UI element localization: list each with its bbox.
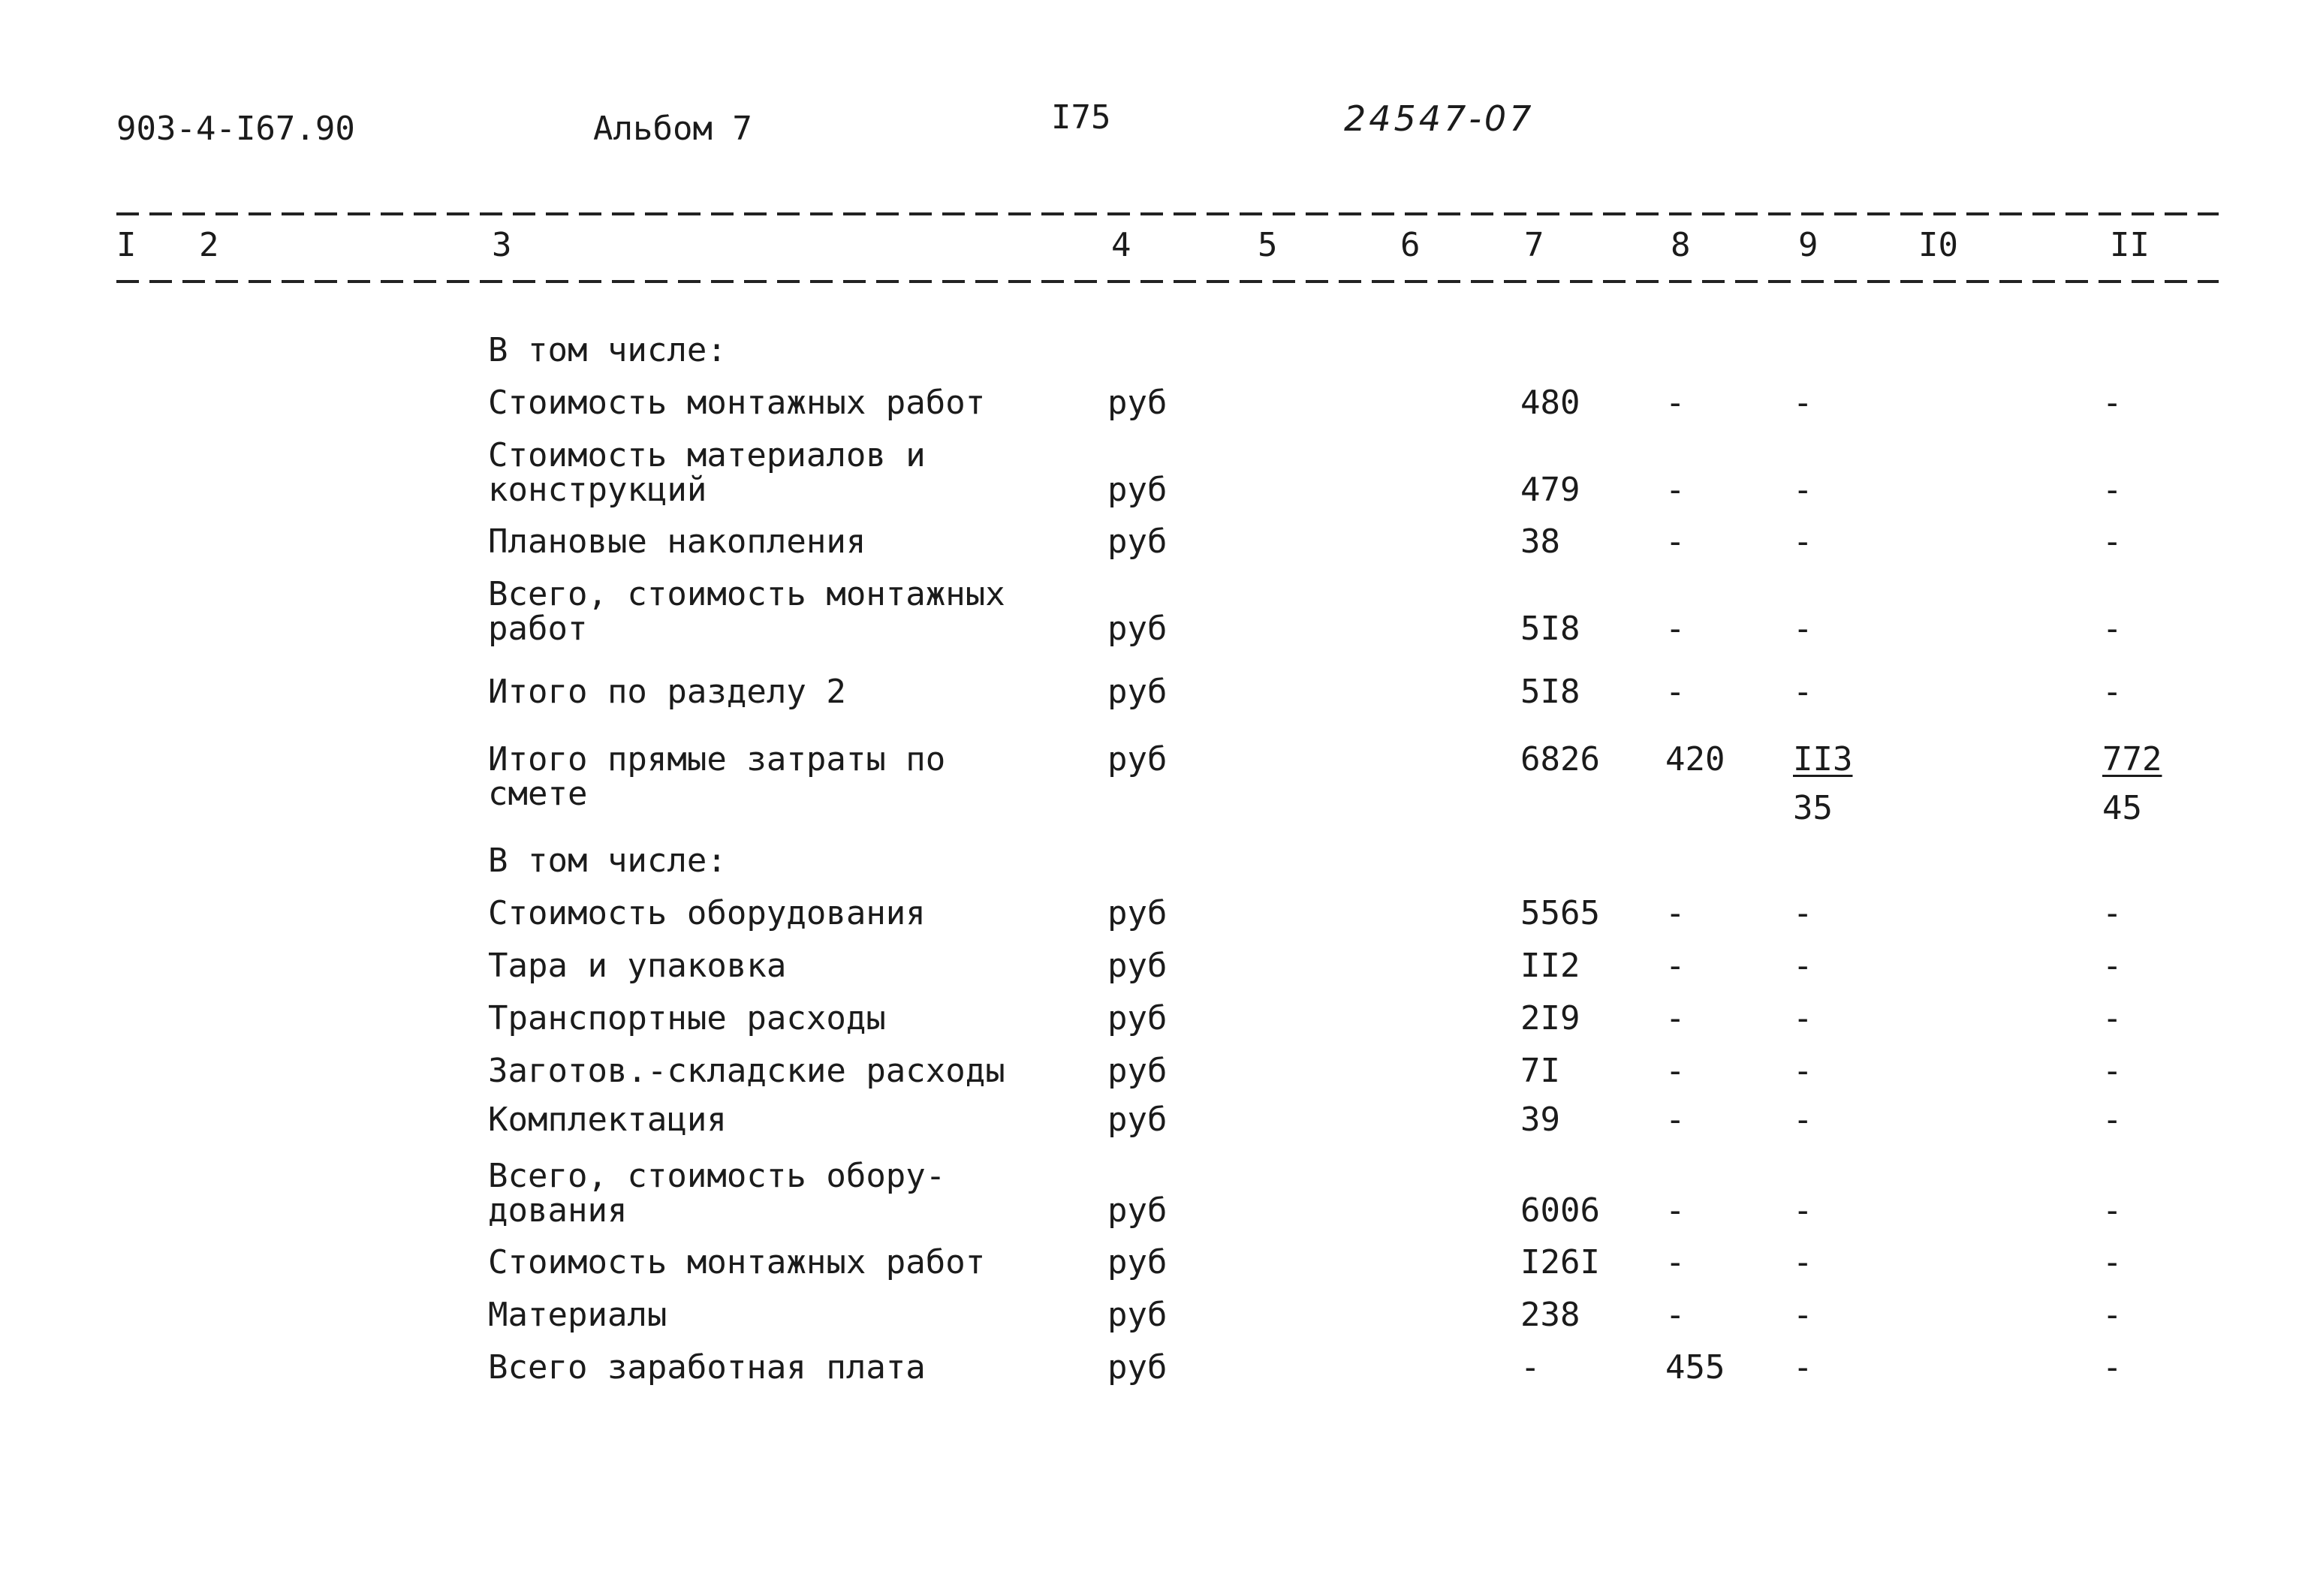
col7-cell: 6826 [1520, 740, 1600, 778]
unit-cell: руб [1107, 1101, 1168, 1139]
col7-cell: 7I [1520, 1052, 1560, 1090]
row-label: Стоимость оборудования [488, 894, 926, 932]
unit-cell: руб [1107, 522, 1168, 561]
col7-cell: 2I9 [1520, 999, 1580, 1037]
col9-cell: - [1793, 999, 1813, 1037]
col11-cell: 772 [2102, 740, 2162, 778]
col11-cell-sub: 45 [2102, 789, 2142, 827]
col9-cell: - [1793, 471, 1813, 509]
col8-cell: - [1665, 384, 1686, 422]
inventory-number: 24547-07 [1344, 98, 1535, 139]
unit-cell: руб [1107, 894, 1168, 932]
col7-cell: II2 [1520, 947, 1580, 985]
unit-cell: руб [1107, 1191, 1168, 1230]
col9-cell: - [1793, 947, 1813, 985]
unit-cell: руб [1107, 1243, 1168, 1281]
col9-cell: - [1793, 673, 1813, 711]
column-header: 3 [492, 226, 512, 264]
col11-cell: - [2102, 384, 2123, 422]
col11-cell: - [2102, 1101, 2123, 1139]
col8-cell: - [1665, 1052, 1686, 1090]
column-header: 8 [1671, 226, 1691, 264]
col7-cell: 479 [1520, 471, 1580, 509]
col11-cell: - [2102, 673, 2123, 711]
row-label: В том числе: [488, 842, 727, 880]
column-header: I [116, 226, 137, 264]
col8-cell: - [1665, 999, 1686, 1037]
unit-cell: руб [1107, 673, 1168, 711]
unit-cell: руб [1107, 740, 1168, 778]
column-header: 9 [1798, 226, 1818, 264]
col7-cell: 39 [1520, 1101, 1560, 1139]
row-label: В том числе: [488, 331, 727, 369]
header-top-rule [116, 212, 2219, 215]
column-header: 7 [1524, 226, 1544, 264]
col11-cell: - [2102, 1243, 2123, 1281]
col11-cell: - [2102, 522, 2123, 561]
album-label: Альбом 7 [593, 110, 752, 148]
row-label: Всего заработная плата [488, 1348, 926, 1387]
row-label: Комплектация [488, 1101, 727, 1139]
row-label: Стоимость монтажных работ [488, 1243, 986, 1281]
row-label: Плановые накопления [488, 522, 866, 561]
row-label: Материалы [488, 1296, 667, 1334]
unit-cell: руб [1107, 471, 1168, 509]
col8-cell: - [1665, 471, 1686, 509]
col9-cell: - [1793, 1101, 1813, 1139]
col8-cell: - [1665, 1191, 1686, 1230]
row-label: Тара и упаковка [488, 947, 787, 985]
unit-cell: руб [1107, 384, 1168, 422]
column-header: 4 [1111, 226, 1131, 264]
col11-cell: - [2102, 894, 2123, 932]
col11-cell: - [2102, 1052, 2123, 1090]
col7-cell: 38 [1520, 522, 1560, 561]
col9-cell: - [1793, 894, 1813, 932]
col11-cell: - [2102, 1296, 2123, 1334]
col7-cell: 5565 [1520, 894, 1600, 932]
unit-cell: руб [1107, 1296, 1168, 1334]
col9-cell: - [1793, 610, 1813, 648]
col9-cell: - [1793, 1052, 1813, 1090]
col9-cell: II3 [1793, 740, 1853, 778]
header-bottom-rule [116, 280, 2219, 283]
col8-cell: - [1665, 1243, 1686, 1281]
row-label: работ [488, 610, 588, 648]
col8-cell: - [1665, 1296, 1686, 1334]
col8-cell: 455 [1665, 1348, 1725, 1387]
col11-cell: - [2102, 610, 2123, 648]
col9-cell: - [1793, 1296, 1813, 1334]
page-number: I75 [1051, 98, 1111, 137]
row-label: Всего, стоимость обору- [488, 1157, 946, 1195]
row-label: Стоимость материалов и [488, 436, 926, 474]
row-label: Стоимость монтажных работ [488, 384, 986, 422]
row-label: Транспортные расходы [488, 999, 886, 1037]
col8-cell: - [1665, 1101, 1686, 1139]
unit-cell: руб [1107, 1052, 1168, 1090]
column-header: 6 [1400, 226, 1421, 264]
row-label: смете [488, 775, 588, 813]
col11-cell: - [2102, 947, 2123, 985]
row-label: Итого по разделу 2 [488, 673, 846, 711]
col7-cell: - [1520, 1348, 1541, 1387]
col8-cell: - [1665, 522, 1686, 561]
col9-cell: - [1793, 384, 1813, 422]
col7-cell: 5I8 [1520, 673, 1580, 711]
col7-cell: I26I [1520, 1243, 1600, 1281]
col9-cell-sub: 35 [1793, 789, 1833, 827]
col9-cell: - [1793, 1191, 1813, 1230]
column-header: II [2110, 226, 2150, 264]
col8-cell: - [1665, 894, 1686, 932]
col8-cell: - [1665, 673, 1686, 711]
col11-cell: - [2102, 1191, 2123, 1230]
document-code: 903-4-I67.90 [116, 110, 355, 148]
col11-cell: - [2102, 1348, 2123, 1387]
col8-cell: - [1665, 947, 1686, 985]
row-label: дования [488, 1191, 628, 1230]
col7-cell: 6006 [1520, 1191, 1600, 1230]
column-header: 5 [1258, 226, 1278, 264]
col7-cell: 5I8 [1520, 610, 1580, 648]
unit-cell: руб [1107, 610, 1168, 648]
col9-cell: - [1793, 522, 1813, 561]
col11-cell: - [2102, 999, 2123, 1037]
row-label: Заготов.-складские расходы [488, 1052, 1005, 1090]
col8-cell: 420 [1665, 740, 1725, 778]
col7-cell: 238 [1520, 1296, 1580, 1334]
row-label: конструкций [488, 471, 707, 509]
unit-cell: руб [1107, 999, 1168, 1037]
unit-cell: руб [1107, 1348, 1168, 1387]
column-header: 2 [199, 226, 219, 264]
col7-cell: 480 [1520, 384, 1580, 422]
col9-cell: - [1793, 1243, 1813, 1281]
col11-cell: - [2102, 471, 2123, 509]
row-label: Итого прямые затраты по [488, 740, 946, 778]
unit-cell: руб [1107, 947, 1168, 985]
row-label: Всего, стоимость монтажных [488, 575, 1005, 613]
column-header: I0 [1918, 226, 1958, 264]
col9-cell: - [1793, 1348, 1813, 1387]
col8-cell: - [1665, 610, 1686, 648]
